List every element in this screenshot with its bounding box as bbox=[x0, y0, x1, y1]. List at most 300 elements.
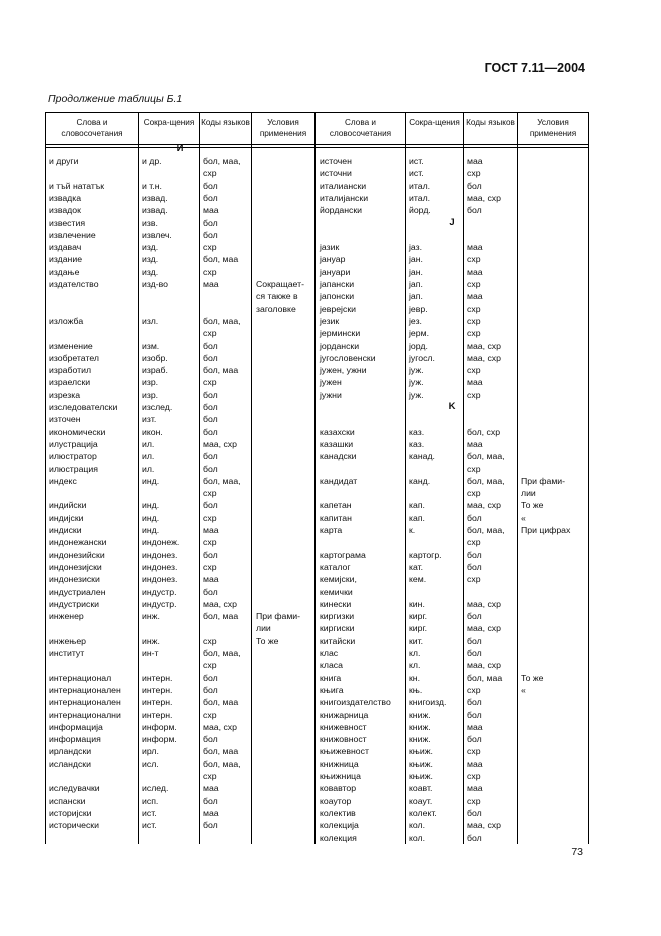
right-language-codes-cell: маа bbox=[467, 721, 483, 732]
column-header-abbr: Сокра-щения bbox=[143, 118, 195, 127]
right-abbreviation-cell: јаз. bbox=[409, 242, 423, 253]
left-word-cell: ирландски bbox=[49, 746, 92, 757]
left-abbreviation-cell: индонез. bbox=[142, 561, 178, 572]
column-header-words: Слова и словосочетания bbox=[61, 118, 123, 138]
right-abbreviation-cell: кит. bbox=[409, 635, 424, 646]
right-word-cell: јужни bbox=[320, 389, 342, 400]
left-abbreviation-cell: индонез. bbox=[142, 574, 178, 585]
left-language-codes-cell: бол bbox=[203, 217, 218, 228]
left-abbreviation-cell: интерн. bbox=[142, 709, 173, 720]
left-word-cell: и други bbox=[49, 156, 79, 166]
right-word-cell: капетан bbox=[320, 500, 352, 511]
left-word-cell: информация bbox=[49, 734, 101, 745]
left-language-codes-cell: бол, маа bbox=[203, 254, 239, 265]
left-word-cell: издание bbox=[49, 254, 83, 265]
left-language-codes-cell: бол bbox=[203, 389, 218, 400]
right-abbreviation-cell: каз. bbox=[409, 426, 425, 437]
right-language-codes-cell: схр bbox=[467, 168, 481, 179]
right-abbreviation-cell: књиж. bbox=[409, 758, 433, 769]
left-language-codes-cell: схр bbox=[203, 660, 217, 671]
right-language-codes-cell: схр bbox=[467, 488, 481, 499]
right-word-cell: казашки bbox=[320, 438, 354, 449]
left-word-cell: издавач bbox=[49, 242, 82, 253]
left-language-codes-cell: бол, маа, bbox=[203, 156, 241, 166]
right-word-cell: јермински bbox=[320, 328, 361, 339]
right-word-cell: картограма bbox=[320, 549, 366, 560]
left-word-cell: историјски bbox=[49, 807, 92, 818]
right-conditions-cell: При цифрах bbox=[521, 525, 571, 535]
right-word-cell: јужен bbox=[320, 377, 342, 388]
left-word-cell: индиски bbox=[49, 525, 82, 535]
right-language-codes-cell: схр bbox=[467, 315, 481, 326]
left-language-codes-cell: схр bbox=[203, 537, 217, 548]
right-language-codes-cell: схр bbox=[467, 279, 481, 289]
column-divider bbox=[138, 113, 139, 844]
right-language-codes-cell: маа bbox=[467, 758, 483, 769]
left-word-cell: издателство bbox=[49, 279, 99, 289]
right-language-codes-cell: бол, маа, bbox=[467, 451, 505, 462]
left-conditions-cell: Сокращает- bbox=[256, 279, 304, 289]
left-word-cell: изработил bbox=[49, 365, 92, 376]
left-language-codes-cell: бол bbox=[203, 180, 218, 191]
left-language-codes-cell: схр bbox=[203, 512, 217, 523]
left-abbreviation-cell: и др. bbox=[142, 156, 162, 166]
left-word-cell: изменение bbox=[49, 340, 93, 351]
right-word-cell: књижница bbox=[320, 771, 361, 781]
right-word-cell: кинески bbox=[320, 598, 352, 609]
left-word-cell: извлечение bbox=[49, 229, 96, 240]
right-abbreviation-cell: јуж. bbox=[409, 389, 424, 400]
right-language-codes-cell: схр bbox=[467, 254, 481, 265]
left-abbreviation-cell: изобр. bbox=[142, 352, 168, 363]
right-word-cell: кемички bbox=[320, 586, 353, 597]
left-language-codes-cell: схр bbox=[203, 266, 217, 277]
right-abbreviation-cell: јан. bbox=[409, 266, 423, 277]
column-header-conditions: Условия применения bbox=[259, 118, 307, 138]
right-word-cell: југословенски bbox=[320, 352, 376, 363]
right-language-codes-cell: маа bbox=[467, 266, 483, 277]
right-abbreviation-cell: итал. bbox=[409, 180, 431, 191]
column-header-abbr: Сокра-щения bbox=[409, 118, 460, 127]
left-language-codes-cell: бол, маа, bbox=[203, 475, 241, 486]
right-language-codes-cell: маа, схр bbox=[467, 192, 501, 203]
right-abbreviation-cell: коавт. bbox=[409, 783, 433, 794]
right-abbreviation-cell: итал. bbox=[409, 192, 431, 203]
right-word-cell: кандидат bbox=[320, 475, 358, 486]
left-language-codes-cell: бол bbox=[203, 451, 218, 462]
right-word-cell: книжарница bbox=[320, 709, 369, 720]
left-abbreviation-cell: ил. bbox=[142, 451, 155, 462]
column-header-conditions: Условия применения bbox=[529, 118, 577, 138]
right-language-codes-cell: маа bbox=[467, 377, 483, 388]
right-language-codes-cell: бол bbox=[467, 561, 482, 572]
right-language-codes-cell: схр bbox=[467, 365, 481, 376]
left-language-codes-cell: схр bbox=[203, 635, 217, 646]
right-language-codes-cell: маа bbox=[467, 156, 483, 166]
left-abbreviation-cell: инд. bbox=[142, 500, 160, 511]
left-abbreviation-cell: интерн. bbox=[142, 684, 173, 695]
left-abbreviation-cell: икон. bbox=[142, 426, 163, 437]
right-language-codes-cell: маа, схр bbox=[467, 623, 501, 634]
left-language-codes-cell: схр bbox=[203, 709, 217, 720]
right-language-codes-cell: схр bbox=[467, 328, 481, 339]
right-language-codes-cell: бол bbox=[467, 697, 482, 708]
right-conditions-cell: То же bbox=[521, 500, 544, 511]
left-language-codes-cell: бол bbox=[203, 192, 218, 203]
left-abbreviation-cell: ил. bbox=[142, 438, 155, 449]
right-word-cell: источен bbox=[320, 156, 352, 166]
right-abbreviation-cell: јез. bbox=[409, 315, 422, 326]
right-abbreviation-cell: јап. bbox=[409, 279, 423, 289]
left-language-codes-cell: схр bbox=[203, 242, 217, 253]
column-divider bbox=[199, 113, 200, 844]
right-language-codes-cell: маа bbox=[467, 438, 483, 449]
right-abbreviation-cell: книж. bbox=[409, 709, 431, 720]
left-language-codes-cell: бол bbox=[203, 684, 218, 695]
left-language-codes-cell: бол, маа bbox=[203, 746, 239, 757]
left-language-codes-cell: схр bbox=[203, 377, 217, 388]
left-word-cell: индонезијски bbox=[49, 561, 102, 572]
right-word-cell: капитан bbox=[320, 512, 352, 523]
right-abbreviation-cell: коаут. bbox=[409, 795, 433, 806]
right-language-codes-cell: маа, схр bbox=[467, 340, 501, 351]
standard-header: ГОСТ 7.11—2004 bbox=[484, 61, 585, 75]
left-language-codes-cell: маа bbox=[203, 279, 219, 289]
left-conditions-cell: лии bbox=[256, 623, 271, 634]
left-abbreviation-cell: извад. bbox=[142, 205, 168, 216]
right-abbreviation-cell: книж. bbox=[409, 734, 431, 745]
left-language-codes-cell: бол bbox=[203, 734, 218, 745]
left-abbreviation-cell: изв. bbox=[142, 217, 158, 228]
right-language-codes-cell: бол bbox=[467, 648, 482, 658]
right-abbreviation-cell: канад. bbox=[409, 451, 435, 462]
left-word-cell: индонежански bbox=[49, 537, 107, 548]
column-header-codes: Коды языков bbox=[466, 118, 515, 127]
left-language-codes-cell: бол bbox=[203, 672, 218, 683]
left-abbreviation-cell: ирл. bbox=[142, 746, 159, 757]
left-abbreviation-cell: изслед. bbox=[142, 402, 173, 412]
left-language-codes-cell: бол bbox=[203, 229, 218, 240]
right-word-cell: књига bbox=[320, 684, 344, 695]
right-abbreviation-cell: кл. bbox=[409, 648, 421, 658]
left-word-cell: инженер bbox=[49, 611, 84, 622]
left-language-codes-cell: бол bbox=[203, 402, 218, 412]
left-word-cell: испански bbox=[49, 795, 86, 806]
right-abbreviation-cell: кирг. bbox=[409, 611, 428, 622]
right-word-cell: коаутор bbox=[320, 795, 352, 806]
right-language-codes-cell: бол bbox=[467, 635, 482, 646]
left-word-cell: изложба bbox=[49, 315, 84, 326]
right-language-codes-cell: маа, схр bbox=[467, 352, 501, 363]
right-word-cell: казахски bbox=[320, 426, 355, 437]
right-language-codes-cell: схр bbox=[467, 684, 481, 695]
right-word-cell: книжница bbox=[320, 758, 359, 769]
left-word-cell: икономически bbox=[49, 426, 106, 437]
left-language-codes-cell: бол bbox=[203, 820, 218, 831]
left-word-cell: извадка bbox=[49, 192, 82, 203]
right-language-codes-cell: маа bbox=[467, 291, 483, 302]
right-word-cell: книга bbox=[320, 672, 342, 683]
right-word-cell: италиански bbox=[320, 180, 367, 191]
right-word-cell: јануари bbox=[320, 266, 351, 277]
left-abbreviation-cell: изд. bbox=[142, 254, 159, 265]
left-language-codes-cell: маа bbox=[203, 205, 219, 216]
section-letter: K bbox=[448, 401, 456, 413]
right-abbreviation-cell: јуж. bbox=[409, 365, 424, 376]
left-word-cell: исторически bbox=[49, 820, 99, 831]
right-word-cell: киргизки bbox=[320, 611, 355, 622]
left-abbreviation-cell: израб. bbox=[142, 365, 168, 376]
right-word-cell: книжовност bbox=[320, 734, 367, 745]
left-language-codes-cell: бол bbox=[203, 426, 218, 437]
right-language-codes-cell: бол bbox=[467, 549, 482, 560]
left-language-codes-cell: бол bbox=[203, 352, 218, 363]
right-word-cell: јеврејски bbox=[320, 303, 356, 314]
left-language-codes-cell: маа, схр bbox=[203, 598, 237, 609]
right-abbreviation-cell: ист. bbox=[409, 168, 424, 179]
left-abbreviation-cell: ист. bbox=[142, 807, 157, 818]
left-language-codes-cell: маа, схр bbox=[203, 438, 237, 449]
left-word-cell: индонезиски bbox=[49, 574, 100, 585]
left-word-cell: интернационален bbox=[49, 697, 121, 708]
left-language-codes-cell: маа, схр bbox=[203, 721, 237, 732]
right-abbreviation-cell: јан. bbox=[409, 254, 423, 265]
right-word-cell: колекция bbox=[320, 832, 357, 843]
left-abbreviation-cell: изр. bbox=[142, 389, 159, 400]
right-language-codes-cell: маа, схр bbox=[467, 500, 501, 511]
right-word-cell: јапански bbox=[320, 279, 355, 289]
right-abbreviation-cell: кап. bbox=[409, 500, 425, 511]
right-word-cell: клас bbox=[320, 648, 339, 658]
left-conditions-cell: ся также в bbox=[256, 291, 298, 302]
left-conditions-cell: То же bbox=[256, 635, 279, 646]
right-abbreviation-cell: кат. bbox=[409, 561, 424, 572]
right-word-cell: колектив bbox=[320, 807, 356, 818]
left-abbreviation-cell: инд. bbox=[142, 512, 160, 523]
right-abbreviation-cell: југосл. bbox=[409, 352, 435, 363]
right-word-cell: класа bbox=[320, 660, 343, 671]
right-abbreviation-cell: кап. bbox=[409, 512, 425, 523]
right-word-cell: јануар bbox=[320, 254, 346, 265]
left-word-cell: индекс bbox=[49, 475, 77, 486]
column-header-words: Слова и словосочетания bbox=[329, 118, 392, 138]
left-language-codes-cell: схр bbox=[203, 561, 217, 572]
left-word-cell: извадок bbox=[49, 205, 81, 216]
right-language-codes-cell: бол bbox=[467, 611, 482, 622]
column-divider bbox=[251, 113, 252, 844]
left-abbreviation-cell: индонез. bbox=[142, 549, 178, 560]
right-abbreviation-cell: картогр. bbox=[409, 549, 442, 560]
left-conditions-cell: заголовке bbox=[256, 303, 296, 314]
right-language-codes-cell: маа bbox=[467, 783, 483, 794]
left-abbreviation-cell: информ. bbox=[142, 734, 177, 745]
right-word-cell: језик bbox=[320, 315, 340, 326]
section-letter: J bbox=[449, 216, 455, 228]
right-language-codes-cell: бол bbox=[467, 180, 482, 191]
right-word-cell: јордански bbox=[320, 340, 360, 351]
left-language-codes-cell: маа bbox=[203, 525, 219, 535]
right-language-codes-cell: схр bbox=[467, 303, 481, 314]
left-word-cell: интернационал bbox=[49, 672, 112, 683]
left-abbreviation-cell: исп. bbox=[142, 795, 159, 806]
right-language-codes-cell: схр bbox=[467, 746, 481, 757]
left-word-cell: индийски bbox=[49, 500, 87, 511]
left-abbreviation-cell: информ. bbox=[142, 721, 177, 732]
right-word-cell: канадски bbox=[320, 451, 357, 462]
left-language-codes-cell: бол bbox=[203, 795, 218, 806]
left-language-codes-cell: бол bbox=[203, 414, 218, 425]
left-word-cell: исландски bbox=[49, 758, 91, 769]
left-language-codes-cell: бол bbox=[203, 500, 218, 511]
left-word-cell: илюстратор bbox=[49, 451, 97, 462]
right-language-codes-cell: схр bbox=[467, 389, 481, 400]
right-abbreviation-cell: йорд. bbox=[409, 205, 431, 216]
left-word-cell: институт bbox=[49, 648, 85, 658]
left-abbreviation-cell: инд. bbox=[142, 475, 160, 486]
right-language-codes-cell: бол bbox=[467, 512, 482, 523]
right-abbreviation-cell: кол. bbox=[409, 820, 426, 831]
left-word-cell: индонезийски bbox=[49, 549, 105, 560]
left-word-cell: информација bbox=[49, 721, 103, 732]
right-abbreviation-cell: јорд. bbox=[409, 340, 428, 351]
right-language-codes-cell: схр bbox=[467, 771, 481, 781]
left-word-cell: интернационален bbox=[49, 684, 121, 695]
left-language-codes-cell: бол, маа, bbox=[203, 758, 241, 769]
right-language-codes-cell: бол bbox=[467, 205, 482, 216]
right-word-cell: јужен, ужни bbox=[320, 365, 367, 376]
right-word-cell: јазик bbox=[320, 242, 340, 253]
right-abbreviation-cell: кл. bbox=[409, 660, 421, 671]
left-language-codes-cell: маа bbox=[203, 783, 219, 794]
right-word-cell: киргиски bbox=[320, 623, 355, 634]
right-word-cell: кемијски, bbox=[320, 574, 357, 585]
left-word-cell: изобретател bbox=[49, 352, 99, 363]
left-language-codes-cell: схр bbox=[203, 488, 217, 499]
right-word-cell: јапонски bbox=[320, 291, 355, 302]
left-abbreviation-cell: индустр. bbox=[142, 598, 177, 609]
left-conditions-cell: При фами- bbox=[256, 611, 301, 622]
right-conditions-cell: « bbox=[521, 684, 526, 695]
left-abbreviation-cell: изд. bbox=[142, 266, 159, 277]
left-word-cell: илустрација bbox=[49, 438, 98, 449]
left-word-cell: индустриски bbox=[49, 598, 99, 609]
right-conditions-cell: лии bbox=[521, 488, 536, 499]
left-abbreviation-cell: ислед. bbox=[142, 783, 169, 794]
table-subtitle: Продолжение таблицы Б.1 bbox=[48, 93, 183, 105]
left-abbreviation-cell: интерн. bbox=[142, 672, 173, 683]
right-abbreviation-cell: канд. bbox=[409, 475, 431, 486]
left-language-codes-cell: маа bbox=[203, 807, 219, 818]
right-language-codes-cell: бол bbox=[467, 734, 482, 745]
right-word-cell: китайски bbox=[320, 635, 356, 646]
left-word-cell: индустриален bbox=[49, 586, 106, 597]
right-abbreviation-cell: кем. bbox=[409, 574, 427, 585]
left-abbreviation-cell: извад. bbox=[142, 192, 168, 203]
left-abbreviation-cell: изт. bbox=[142, 414, 157, 425]
right-word-cell: йордански bbox=[320, 205, 363, 216]
left-language-codes-cell: бол, маа, bbox=[203, 315, 241, 326]
right-abbreviation-cell: кин. bbox=[409, 598, 425, 609]
left-language-codes-cell: схр bbox=[203, 771, 217, 781]
left-language-codes-cell: бол, маа, bbox=[203, 648, 241, 658]
right-abbreviation-cell: кол. bbox=[409, 832, 426, 843]
right-abbreviation-cell: књиж. bbox=[409, 746, 433, 757]
right-word-cell: каталог bbox=[320, 561, 351, 572]
left-abbreviation-cell: изр. bbox=[142, 377, 159, 388]
left-abbreviation-cell: извлеч. bbox=[142, 229, 172, 240]
right-word-cell: колекција bbox=[320, 820, 359, 831]
right-language-codes-cell: бол, маа, bbox=[467, 475, 505, 486]
right-abbreviation-cell: книж. bbox=[409, 721, 431, 732]
left-language-codes-cell: бол, маа bbox=[203, 365, 239, 376]
left-abbreviation-cell: индустр. bbox=[142, 586, 177, 597]
right-abbreviation-cell: колект. bbox=[409, 807, 437, 818]
left-language-codes-cell: бол bbox=[203, 463, 218, 474]
right-language-codes-cell: маа, схр bbox=[467, 598, 501, 609]
left-word-cell: изрезка bbox=[49, 389, 81, 400]
right-abbreviation-cell: кирг. bbox=[409, 623, 428, 634]
left-word-cell: издање bbox=[49, 266, 80, 277]
right-language-codes-cell: схр bbox=[467, 463, 481, 474]
right-abbreviation-cell: каз. bbox=[409, 438, 425, 449]
right-abbreviation-cell: ист. bbox=[409, 156, 424, 166]
right-language-codes-cell: схр bbox=[467, 574, 481, 585]
left-language-codes-cell: бол bbox=[203, 340, 218, 351]
right-language-codes-cell: бол bbox=[467, 807, 482, 818]
left-word-cell: изследователски bbox=[49, 402, 118, 412]
left-word-cell: иследувачки bbox=[49, 783, 100, 794]
right-language-codes-cell: бол bbox=[467, 832, 482, 843]
right-abbreviation-cell: јевр. bbox=[409, 303, 428, 314]
left-abbreviation-cell: изм. bbox=[142, 340, 160, 351]
right-word-cell: књижевност bbox=[320, 746, 369, 757]
left-language-codes-cell: бол bbox=[203, 549, 218, 560]
left-word-cell: илюстрация bbox=[49, 463, 98, 474]
right-language-codes-cell: бол, схр bbox=[467, 426, 501, 437]
left-abbreviation-cell: индонеж. bbox=[142, 537, 180, 548]
left-abbreviation-cell: инд. bbox=[142, 525, 160, 535]
right-word-cell: ковавтор bbox=[320, 783, 357, 794]
left-word-cell: инжењер bbox=[49, 635, 87, 646]
right-abbreviation-cell: јуж. bbox=[409, 377, 424, 388]
right-abbreviation-cell: кн. bbox=[409, 672, 421, 683]
left-abbreviation-cell: изд. bbox=[142, 242, 159, 253]
right-language-codes-cell: схр bbox=[467, 795, 481, 806]
right-word-cell: источни bbox=[320, 168, 352, 179]
right-abbreviation-cell: к. bbox=[409, 525, 416, 535]
column-header-codes: Коды языков bbox=[201, 118, 250, 127]
right-abbreviation-cell: јерм. bbox=[409, 328, 429, 339]
left-word-cell: известия bbox=[49, 217, 86, 228]
left-abbreviation-cell: ист. bbox=[142, 820, 157, 831]
right-word-cell: италијански bbox=[320, 192, 369, 203]
left-word-cell: и тъй нататък bbox=[49, 180, 105, 191]
left-abbreviation-cell: исл. bbox=[142, 758, 159, 769]
section-letter: И bbox=[176, 143, 184, 154]
left-abbreviation-cell: изл. bbox=[142, 315, 159, 326]
left-abbreviation-cell: ин-т bbox=[142, 648, 159, 658]
right-abbreviation-cell: књ. bbox=[409, 684, 423, 695]
right-language-codes-cell: маа, схр bbox=[467, 820, 501, 831]
right-language-codes-cell: маа bbox=[467, 242, 483, 253]
left-abbreviation-cell: изд-во bbox=[142, 279, 168, 289]
left-language-codes-cell: маа bbox=[203, 574, 219, 585]
right-language-codes-cell: бол, маа bbox=[467, 672, 503, 683]
left-abbreviation-cell: инж. bbox=[142, 611, 160, 622]
left-language-codes-cell: бол, маа bbox=[203, 611, 239, 622]
left-abbreviation-cell: и т.н. bbox=[142, 180, 162, 191]
left-abbreviation-cell: интерн. bbox=[142, 697, 173, 708]
